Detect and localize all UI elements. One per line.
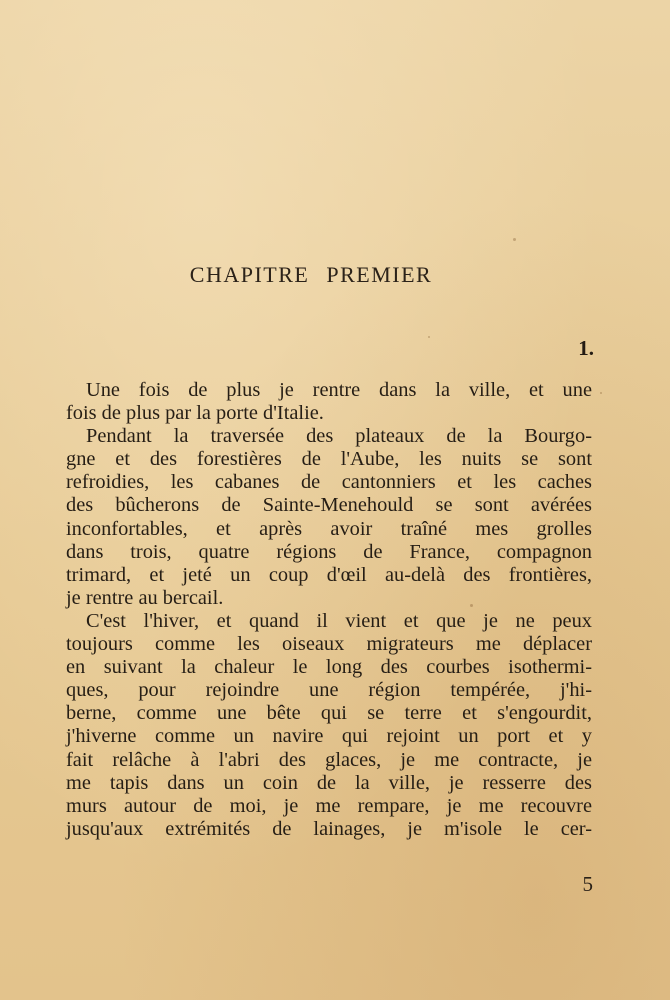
text-line: Une fois de plus je rentre dans la ville, et une	[86, 379, 592, 401]
text-line: murs autour de moi, je me rempare, je me recouvre	[66, 794, 592, 817]
text-line: jusqu'aux extrémités de lainages, je m'isole le cer-	[66, 817, 592, 840]
paragraph-1	[66, 379, 592, 425]
text-line: inconfortables, et après avoir traîné mes grolles	[66, 517, 592, 540]
text-line: toujours comme les oiseaux migrateurs me déplacer	[66, 633, 592, 656]
text-line: C'est l'hiver, et quand il vient et que je ne peux	[86, 609, 592, 632]
text-line: trimard, et jeté un coup d'œil au-delà des frontières,	[66, 563, 592, 586]
paper-speck	[513, 238, 516, 241]
text-line: ques, pour rejoindre une région tempérée, j'hi-	[66, 679, 592, 702]
body-text	[66, 379, 592, 841]
paper-speck	[470, 604, 473, 607]
text-line: en suivant la chaleur le long des courbes isothermi-	[66, 656, 592, 679]
paragraph-2	[66, 425, 592, 610]
page-number: 5	[582, 872, 593, 896]
text-line: des bûcherons de Sainte-Menehould se sont avérées	[66, 494, 592, 517]
text-line: gne et des forestières de l'Aube, les nuits se sont	[66, 448, 592, 471]
paper-speck	[600, 392, 602, 394]
paragraph-3	[66, 609, 592, 841]
text-line: fait relâche à l'abri des glaces, je me contracte, je	[66, 748, 592, 771]
text-line: Pendant la traversée des plateaux de la Bourgo-	[86, 425, 592, 448]
text-line: fois de plus par la porte d'Italie.	[66, 402, 324, 425]
text-line: berne, comme une bête qui se terre et s'engourdit,	[66, 702, 592, 725]
paper-speck	[428, 336, 430, 338]
text-line: j'hiverne comme un navire qui rejoint un port et y	[66, 725, 592, 748]
text-line: refroidies, les cabanes de cantonniers et les caches	[66, 471, 592, 494]
chapter-title: CHAPITRE PREMIER	[189, 262, 433, 287]
text-line: me tapis dans un coin de la ville, je resserre des	[66, 771, 592, 794]
text-line: dans trois, quatre régions de France, compagnon	[66, 540, 592, 563]
text-line: je rentre au bercail.	[66, 586, 224, 609]
section-number: 1.	[578, 336, 594, 360]
